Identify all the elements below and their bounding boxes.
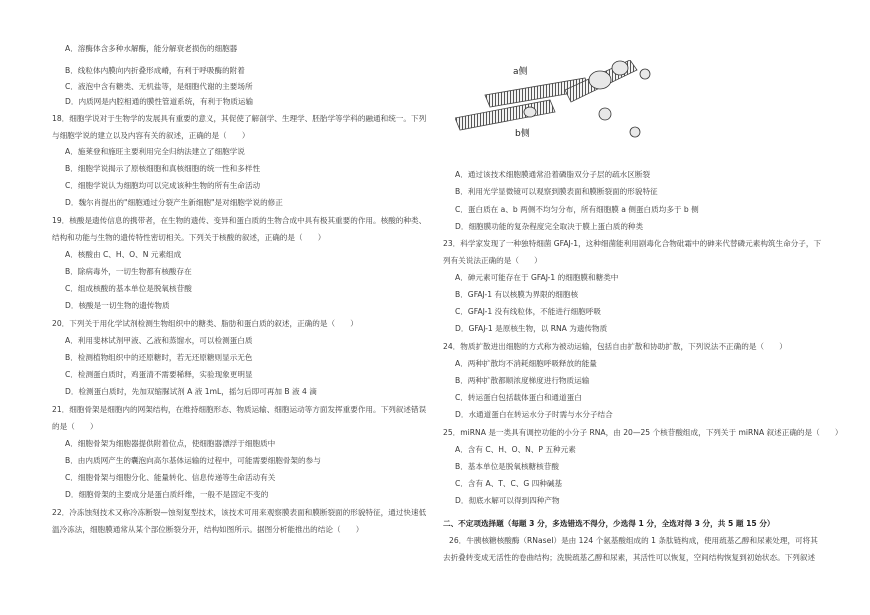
question-18-option-a: A．施莱登和施旺主要利用完全归纳法建立了细胞学说 xyxy=(65,147,245,156)
question-20-stem: 20．下列关于用化学试剂检测生物组织中的糖类、脂肪和蛋白质的叙述，正确的是（ ） xyxy=(52,319,358,328)
question-23-option-b: B．GFAJ-1 有以核膜为界限的细胞核 xyxy=(455,290,579,299)
question-24-option-c: C．转运蛋白包括载体蛋白和通道蛋白 xyxy=(455,393,582,402)
membrane-protein xyxy=(612,61,628,75)
question-24-stem: 24．物质扩散进出细胞的方式称为被动运输，包括自由扩散和协助扩散，下列说法不正确的是（ ） xyxy=(443,342,787,351)
membrane-protein xyxy=(630,127,640,137)
question-24-option-d: D．水通道蛋白在转运水分子时需与水分子结合 xyxy=(455,410,613,419)
question-22-option-c: C．蛋白质在 a、b 两侧不均匀分布，所有细胞膜 a 侧蛋白质均多于 b 侧 xyxy=(455,205,699,214)
question-19-option-d: D．核酸是一切生物的遗传物质 xyxy=(65,301,170,310)
question-25-option-a: A．含有 C、H、O、N、P 五种元素 xyxy=(455,445,576,454)
question-21-option-d: D．细胞骨架的主要成分是蛋白质纤维，一般不是固定不变的 xyxy=(65,490,269,499)
question-22-option-b: B．利用光学显微镜可以观察到膜表面和膜断裂面的形貌特征 xyxy=(455,187,658,196)
membrane-diagram xyxy=(455,60,655,140)
membrane-protein xyxy=(599,108,611,120)
question-19-option-c: C．组成核酸的基本单位是脱氧核苷酸 xyxy=(65,284,192,293)
question-24-option-b: B．两种扩散都顺浓度梯度进行物质运输 xyxy=(455,376,590,385)
membrane-protein xyxy=(589,71,611,89)
question-19-stem: 19．核酸是遗传信息的携带者，在生物的遗传、变异和蛋白质的生物合成中具有极其重要的作用。核酸的种类、 xyxy=(52,216,427,225)
question-18-stem: 18．细胞学说对于生物学的发展具有重要的意义，其促使了解剖学、生理学、胚胎学等学科的融通和统一。下列 xyxy=(52,114,427,123)
question-26-stem: 26．牛胰核糖核酸酶（RNaseI）是由 124 个氨基酸组成的 1 条肽链构成，使用巯基乙醇和尿素处理，可将其 xyxy=(449,536,818,545)
membrane-protein xyxy=(524,107,536,117)
question-25-option-c: C．含有 A、T、C、G 四种碱基 xyxy=(455,479,563,488)
question-23-option-c: C．GFAJ-1 没有线粒体，不能进行细胞呼吸 xyxy=(455,307,601,316)
question-18-option-b: B．细胞学说揭示了原核细胞和真核细胞的统一性和多样性 xyxy=(65,164,261,173)
option-a: A．溶酶体含多种水解酶，能分解衰老损伤的细胞器 xyxy=(65,44,238,53)
question-25-option-d: D．彻底水解可以得到四种产物 xyxy=(455,496,560,505)
question-22-option-d: D．细胞膜功能的复杂程度完全取决于膜上蛋白质的种类 xyxy=(455,222,644,231)
question-22-stem: 22．冷冻蚀刻技术又称冷冻断裂—蚀刻复型技术，该技术可用来观察膜表面和膜断裂面的形貌特征，通过快速低 xyxy=(52,508,427,517)
question-19-option-b: B．除病毒外，一切生物都有核酸存在 xyxy=(65,267,192,276)
question-20-option-c: C．检测蛋白质时，鸡蛋清不需要稀释，实验现象更明显 xyxy=(65,370,253,379)
question-20-option-d: D．检测蛋白质时，先加双缩脲试剂 A 液 1mL，摇匀后即可再加 B 液 4 滴 xyxy=(65,387,317,396)
question-21-option-c: C．细胞骨架与细胞分化、能量转化、信息传递等生命活动有关 xyxy=(65,473,276,482)
question-21-stem-cont: 的是（ ） xyxy=(52,422,98,431)
question-23-option-a: A．砷元素可能存在于 GFAJ-1 的细胞膜和糖类中 xyxy=(455,273,619,282)
option-c: C．液泡中含有糖类、无机盐等，是细胞代谢的主要场所 xyxy=(65,82,253,91)
question-23-stem-cont: 列有关说法正确的是（ ） xyxy=(443,256,542,265)
question-18-option-d: D．魏尔肖提出的"细胞通过分裂产生新细胞"是对细胞学说的修正 xyxy=(65,198,283,207)
question-20-option-a: A．利用斐林试剂甲液、乙液和蒸馏水，可以检测蛋白质 xyxy=(65,336,253,345)
question-23-stem: 23．科学家发现了一种独特细菌 GFAJ-1，这种细菌能利用剧毒化合物砒霜中的砷来代替磷元素构筑生命分子，下 xyxy=(443,239,822,248)
question-21-stem: 21．细胞骨架是细胞内的网架结构，在维持细胞形态、物质运输、细胞运动等方面发挥重要作用。下列叙述错误 xyxy=(52,405,427,414)
membrane-protein xyxy=(640,69,650,79)
question-21-option-b: B．由内质网产生的囊泡向高尔基体运输的过程中，可能需要细胞骨架的参与 xyxy=(65,456,321,465)
question-18-option-c: C．细胞学说认为细胞均可以完成该种生物的所有生命活动 xyxy=(65,181,261,190)
question-19-stem-cont: 结构和功能与生物的遗传特性密切相关。下列关于核酸的叙述，正确的是（ ） xyxy=(52,233,326,242)
question-23-option-d: D．GFAJ-1 是原核生物，以 RNA 为遗传物质 xyxy=(455,324,608,333)
question-25-option-b: B．基本单位是脱氧核糖核苷酸 xyxy=(455,462,559,471)
question-20-option-b: B．检测植物组织中的还原糖时，若无还原糖则显示无色 xyxy=(65,353,253,362)
side-b-label: b侧 xyxy=(515,129,530,139)
option-b: B．线粒体内膜向内折叠形成嵴，有利于呼吸酶的附着 xyxy=(65,66,245,75)
question-25-stem: 25．miRNA 是一类具有调控功能的小分子 RNA，由 20—25 个核苷酸组成，下列关于 miRNA 叙述正确的是（ ） xyxy=(443,428,843,437)
question-22-stem-cont: 温冷冻法，细胞膜通常从某个部位断裂分开，结构如图所示。据图分析能推出的结论（ ） xyxy=(52,525,364,534)
option-d: D．内质网是内腔相通的膜性管道系统，有利于物质运输 xyxy=(65,97,254,106)
question-22-option-a: A．通过该技术细胞膜通常沿着磷脂双分子层的疏水区断裂 xyxy=(455,170,651,179)
membrane-fracture-figure xyxy=(455,60,655,140)
section-2-heading: 二、不定项选择题（每题 3 分，多选错选不得分，少选得 1 分，全选对得 3 分，共 5 题 15 分） xyxy=(443,519,775,528)
question-19-option-a: A．核酸由 C、H、O、N 元素组成 xyxy=(65,250,182,259)
side-a-label: a侧 xyxy=(513,67,528,77)
question-21-option-a: A．细胞骨架为细胞器提供附着位点，使细胞器漂浮于细胞质中 xyxy=(65,439,276,448)
question-26-stem-cont: 去折叠转变成无活性的卷曲结构；洗脱巯基乙醇和尿素，其活性可以恢复，空间结构恢复到初始状态。下列叙述 xyxy=(443,553,816,562)
question-18-stem-cont: 与细胞学说的建立以及内容有关的叙述，正确的是（ ） xyxy=(52,131,250,140)
question-24-option-a: A．两种扩散均不消耗细胞呼吸释放的能量 xyxy=(455,359,597,368)
